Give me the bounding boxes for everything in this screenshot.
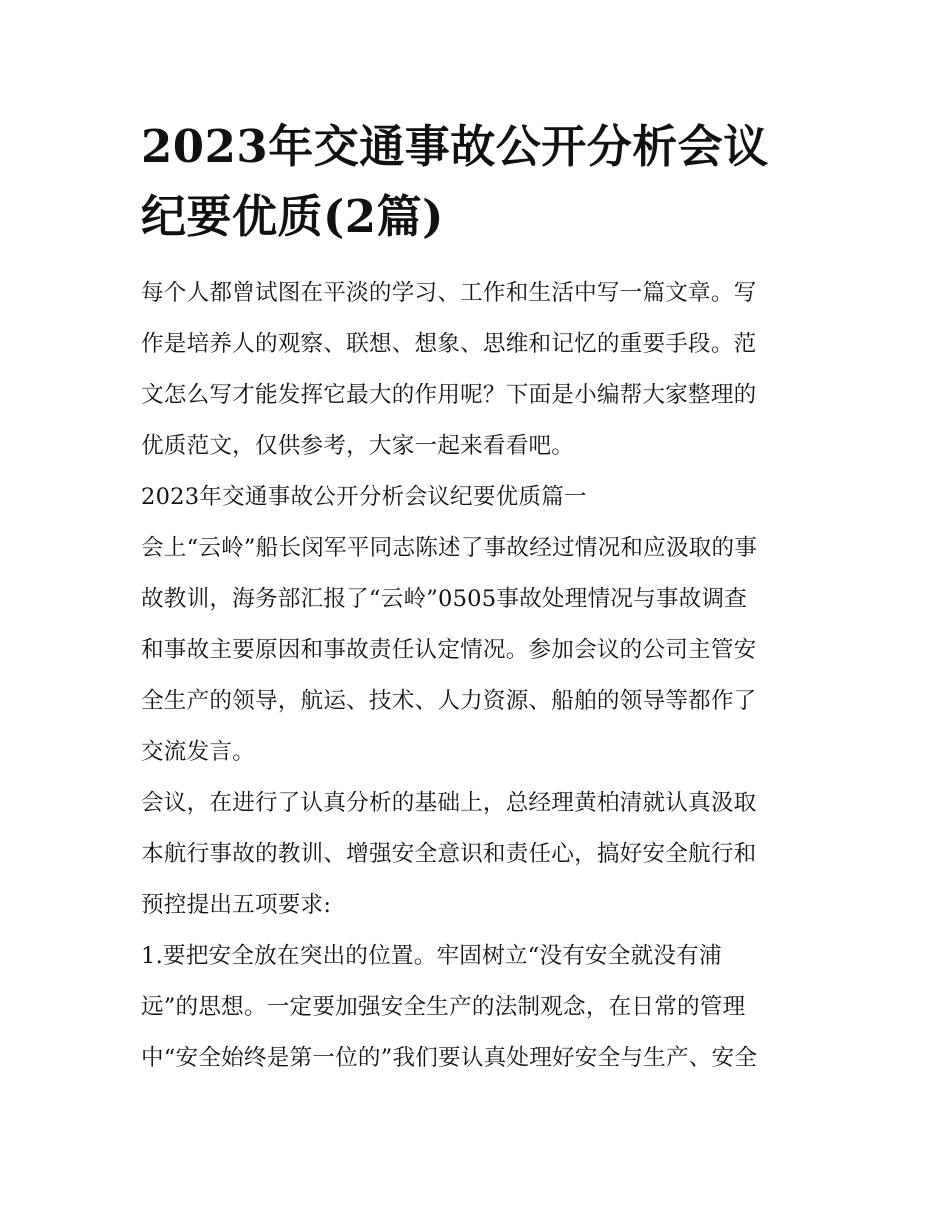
- paragraph-line: 预控提出五项要求:: [141, 892, 332, 918]
- document-body: [141, 268, 816, 1084]
- paragraph-line: 文怎么写才能发挥它最大的作用呢？下面是小编帮大家整理的: [141, 382, 757, 408]
- document-page: [141, 112, 816, 1084]
- section-heading: [141, 472, 816, 523]
- title-line: 2023年交通事故公开分析会议: [141, 120, 769, 173]
- paragraph-line: 交流发言。: [141, 739, 255, 765]
- document-title: [141, 112, 816, 252]
- paragraph-line: 和事故主要原因和事故责任认定情况。参加会议的公司主管安: [141, 637, 757, 663]
- paragraph-line: 中“安全始终是第一位的”我们要认真处理好安全与生产、安全: [141, 1045, 758, 1071]
- paragraph-line: 远”的思想。一定要加强安全生产的法制观念，在日常的管理: [141, 994, 746, 1020]
- paragraph-line: 1.要把安全放在突出的位置。牢固树立“没有安全就没有浦: [141, 943, 722, 969]
- paragraph-line: 故教训，海务部汇报了“云岭”0505事故处理情况与事故调查: [141, 586, 748, 612]
- paragraph-line: 作是培养人的观察、联想、想象、思维和记忆的重要手段。范: [141, 331, 757, 357]
- intro-paragraph: [141, 268, 816, 472]
- requirement-item-1: [141, 931, 816, 1084]
- section-heading-text: 2023年交通事故公开分析会议纪要优质篇一: [141, 484, 587, 510]
- paragraph-line: 会上“云岭”船长闵军平同志陈述了事故经过情况和应汲取的事: [141, 535, 758, 561]
- title-line: 纪要优质(2篇): [141, 190, 444, 243]
- paragraph-line: 每个人都曾试图在平淡的学习、工作和生活中写一篇文章。写: [141, 280, 757, 306]
- meeting-paragraph: [141, 523, 816, 778]
- paragraph-line: 本航行事故的教训、增强安全意识和责任心，搞好安全航行和: [141, 841, 757, 867]
- paragraph-line: 全生产的领导，航运、技术、人力资源、船舶的领导等都作了: [141, 688, 757, 714]
- requirements-paragraph: [141, 778, 816, 931]
- paragraph-line: 会议，在进行了认真分析的基础上，总经理黄柏清就认真汲取: [141, 790, 757, 816]
- paragraph-line: 优质范文，仅供参考，大家一起来看看吧。: [141, 433, 575, 459]
